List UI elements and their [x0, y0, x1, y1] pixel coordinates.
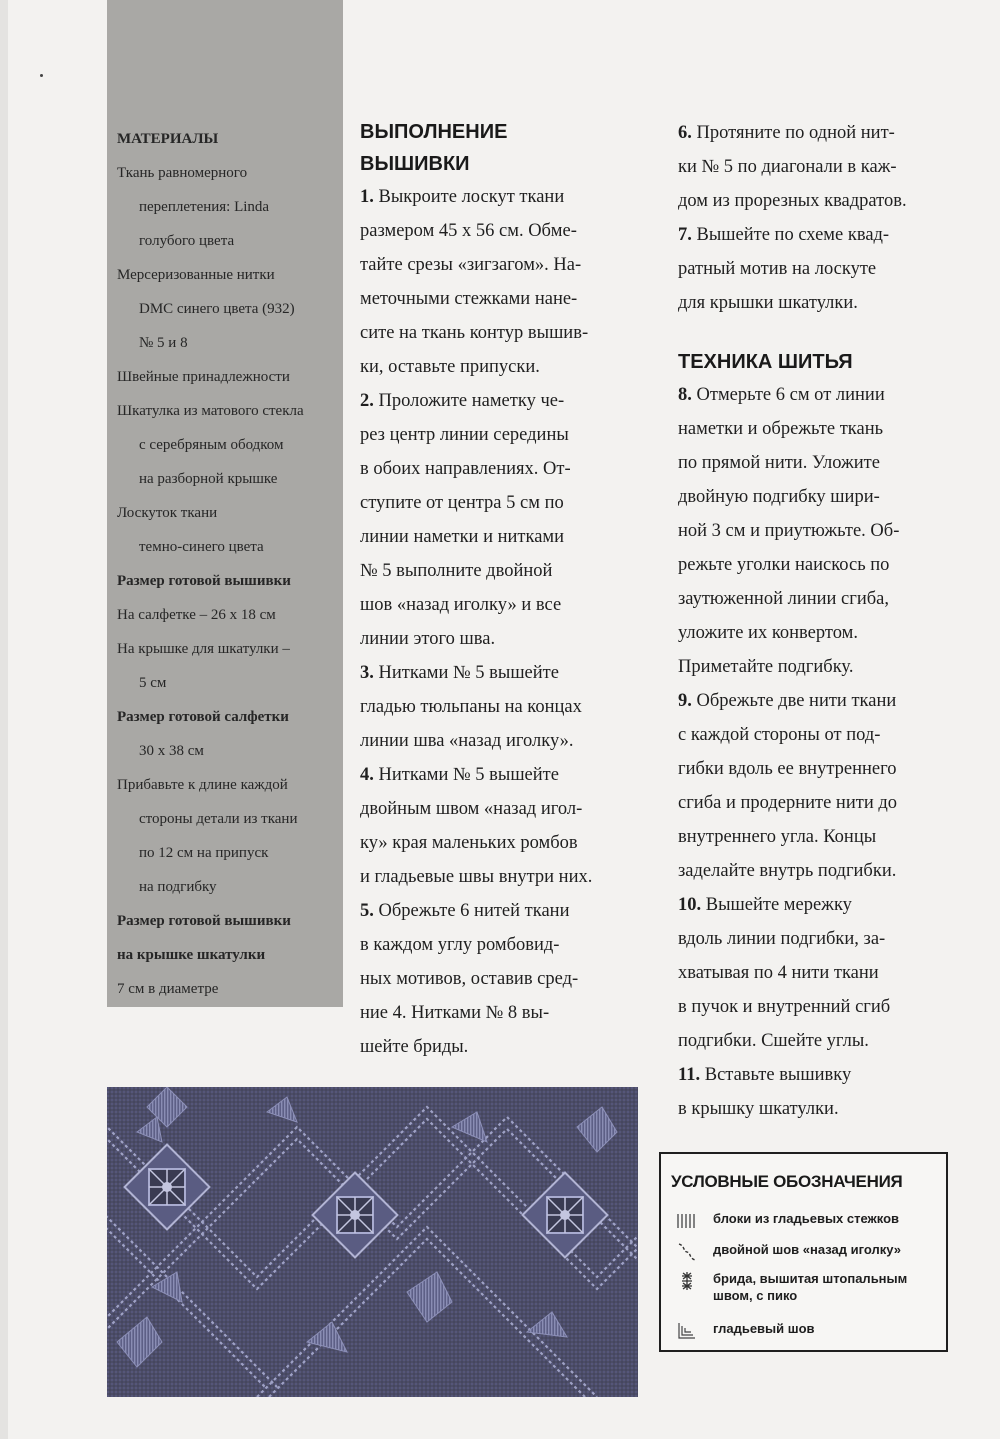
step-number: 11. — [678, 1065, 701, 1085]
step-line — [360, 996, 660, 1030]
sewing-technique-heading: ТЕХНИКА ШИТЬЯ — [678, 351, 853, 373]
step-text: гибки вдоль ее внутреннего — [678, 759, 897, 779]
step-text: ки, оставьте припуски. — [360, 357, 540, 377]
step-line-start — [678, 116, 978, 150]
step-text: сите на ткань контур вышив- — [360, 323, 589, 343]
materials-item: Прибавьте к длине каждой — [117, 777, 288, 793]
step-line — [678, 184, 978, 218]
step-text: ной 3 см и приутюжьте. Об- — [678, 521, 900, 541]
step-number: 10. — [678, 895, 702, 915]
step-line — [360, 214, 660, 248]
materials-item: 7 см в диаметре — [117, 981, 219, 997]
double-backstitch-icon — [675, 1241, 699, 1263]
step-line — [360, 316, 660, 350]
step-number: 6. — [678, 123, 692, 143]
step-text: Обрежьте две нити ткани — [691, 691, 897, 711]
step-text: Проложите наметку че- — [373, 391, 565, 411]
step-line-start — [678, 1058, 978, 1092]
sewing-steps-text — [678, 378, 978, 1126]
step-line — [678, 582, 978, 616]
materials-item: темно-синего цвета — [139, 539, 264, 555]
step-line-start — [360, 384, 660, 418]
step-text: и гладьевые швы внутри них. — [360, 867, 593, 887]
step-text: уложите их конвертом. — [678, 623, 858, 643]
materials-item: переплетения: Linda — [139, 199, 270, 215]
step-number: 3. — [360, 663, 374, 683]
embroidery-photo — [107, 1087, 638, 1397]
step-text: Нитками № 5 вышейте — [373, 663, 559, 683]
materials-heading: на крышке шкатулки — [117, 947, 266, 963]
step-line — [360, 860, 660, 894]
materials-item: голубого цвета — [139, 233, 235, 249]
step-line — [360, 588, 660, 622]
step-text: тайте срезы «зигзагом». На- — [360, 255, 582, 275]
section-heading-line2: ВЫШИВКИ — [360, 153, 470, 175]
step-text: по прямой нити. Уложите — [678, 453, 880, 473]
step-number: 2. — [360, 391, 374, 411]
step-text: меточными стежками нане- — [360, 289, 578, 309]
step-text: ки № 5 по диагонали в каж- — [678, 157, 897, 177]
materials-item: 5 см — [139, 675, 167, 691]
step-text: с каждой стороны от под- — [678, 725, 881, 745]
step-text: гладью тюльпаны на концах — [360, 697, 582, 717]
step-text: двойную подгибку шири- — [678, 487, 880, 507]
step-line — [360, 452, 660, 486]
step-text: Протяните по одной нит- — [691, 123, 895, 143]
step-line-start — [360, 656, 660, 690]
materials-item: Швейные принадлежности — [117, 369, 290, 385]
sewing-steps-column — [678, 116, 978, 1126]
step-number: 9. — [678, 691, 692, 711]
step-line — [360, 350, 660, 384]
step-line — [678, 1024, 978, 1058]
step-line-start — [678, 218, 978, 252]
step-text: шейте бриды. — [360, 1037, 469, 1057]
step-line — [678, 446, 978, 480]
step-line-start — [360, 894, 660, 928]
step-line — [360, 418, 660, 452]
step-line — [678, 650, 978, 684]
step-text: двойным швом «назад игол- — [360, 799, 583, 819]
step-text: линии этого шва. — [360, 629, 496, 649]
step-line — [678, 286, 978, 320]
step-line — [678, 786, 978, 820]
step-line — [678, 252, 978, 286]
woven-bar-picot-icon — [675, 1270, 699, 1292]
step-text: рез центр линии середины — [360, 425, 569, 445]
materials-item: стороны детали из ткани — [139, 811, 298, 827]
step-line — [360, 962, 660, 996]
embroidery-steps-column — [360, 116, 660, 1064]
satin-stitch-icon — [675, 1320, 699, 1342]
legend-item-text: гладьевый шов — [713, 1321, 815, 1336]
step-text: ратный мотив на лоскуте — [678, 259, 877, 279]
step-text: сгиба и продерните нити до — [678, 793, 898, 813]
step-text: Выкроите лоскут ткани — [373, 187, 565, 207]
step-text: внутреннего угла. Концы — [678, 827, 877, 847]
materials-item: № 5 и 8 — [139, 335, 188, 351]
embroidery-steps-text — [360, 180, 660, 1064]
step-text: ных мотивов, оставив сред- — [360, 969, 579, 989]
step-line — [678, 956, 978, 990]
step-text: линии шва «назад иголку». — [360, 731, 574, 751]
step-line — [360, 826, 660, 860]
page-edge — [0, 0, 8, 1439]
step-line-start — [678, 378, 978, 412]
step-text: Вышейте по схеме квад- — [691, 225, 890, 245]
step-line-start — [360, 758, 660, 792]
materials-item: Ткань равномерного — [117, 165, 248, 181]
materials-item: 30 х 38 см — [139, 743, 204, 759]
step-line — [360, 792, 660, 826]
step-text: Вставьте вышивку — [700, 1065, 852, 1085]
materials-item: Лоскуток ткани — [117, 505, 218, 521]
step-line — [678, 1092, 978, 1126]
step-line — [360, 622, 660, 656]
legend-box — [659, 1152, 948, 1352]
step-text: в каждом углу ромбовид- — [360, 935, 560, 955]
step-line — [360, 1030, 660, 1064]
materials-item: на разборной крышке — [139, 471, 278, 487]
materials-sidebar — [107, 0, 343, 1007]
step-line — [678, 854, 978, 888]
step-text: в крышку шкатулки. — [678, 1099, 839, 1119]
materials-heading: Размер готовой вышивки — [117, 913, 291, 929]
step-text: для крышки шкатулки. — [678, 293, 858, 313]
step-text: Отмерьте 6 см от линии — [691, 385, 885, 405]
step-number: 7. — [678, 225, 692, 245]
step-line — [360, 520, 660, 554]
step-text: Обрежьте 6 нитей ткани — [373, 901, 570, 921]
step-text: шов «назад иголку» и все — [360, 595, 562, 615]
materials-heading: Размер готовой вышивки — [117, 573, 291, 589]
step-line — [360, 690, 660, 724]
step-line-start — [360, 180, 660, 214]
step-text: режьте уголки наискось по — [678, 555, 890, 575]
step-line — [678, 616, 978, 650]
step-number: 1. — [360, 187, 374, 207]
step-text: Нитками № 5 вышейте — [373, 765, 559, 785]
step-line — [360, 928, 660, 962]
step-line — [678, 480, 978, 514]
step-line — [678, 718, 978, 752]
step-text: в обоих направлениях. От- — [360, 459, 571, 479]
legend-item-text: блоки из гладьевых стежков — [713, 1211, 900, 1226]
materials-heading: Размер готовой салфетки — [117, 709, 289, 725]
step-text: ку» края маленьких ромбов — [360, 833, 578, 853]
step-number: 8. — [678, 385, 692, 405]
legend-item-text: двойной шов «назад иголку» — [713, 1242, 902, 1257]
materials-item: Шкатулка из матового стекла — [117, 403, 304, 419]
step-line — [678, 752, 978, 786]
step-text: дом из прорезных квадратов. — [678, 191, 907, 211]
materials-item: Мерсеризованные нитки — [117, 267, 275, 283]
step-line — [678, 548, 978, 582]
step-line-start — [678, 684, 978, 718]
step-text: вдоль линии подгибки, за- — [678, 929, 886, 949]
step-line-start — [678, 888, 978, 922]
step-text: подгибки. Сшейте углы. — [678, 1031, 869, 1051]
materials-item: с серебряным ободком — [139, 437, 284, 453]
legend-title: УСЛОВНЫЕ ОБОЗНАЧЕНИЯ — [671, 1172, 903, 1191]
step-text: Приметайте подгибку. — [678, 657, 854, 677]
step-line — [360, 486, 660, 520]
section-heading-line1: ВЫПОЛНЕНИЕ — [360, 121, 508, 143]
step-text: ние 4. Нитками № 8 вы- — [360, 1003, 550, 1023]
materials-item: На салфетке – 26 х 18 см — [117, 607, 276, 623]
materials-item: DMC синего цвета (932) — [139, 301, 295, 317]
step-text: хватывая по 4 нити ткани — [678, 963, 879, 983]
step-line — [678, 150, 978, 184]
step-line — [678, 990, 978, 1024]
step-line — [360, 248, 660, 282]
step-line — [360, 724, 660, 758]
step-text: заутюженной линии сгиба, — [678, 589, 890, 609]
step-text: наметки и обрежьте ткань — [678, 419, 884, 439]
step-text: в пучок и внутренний сгиб — [678, 997, 891, 1017]
materials-list — [117, 122, 339, 1006]
step-number: 4. — [360, 765, 374, 785]
embroidery-illustration — [107, 1087, 638, 1397]
step-line — [678, 820, 978, 854]
step-number: 5. — [360, 901, 374, 921]
step-line — [360, 282, 660, 316]
materials-item: На крышке для шкатулки – — [117, 641, 290, 657]
materials-item: по 12 см на припуск — [139, 845, 269, 861]
step-line — [678, 412, 978, 446]
step-line — [678, 514, 978, 548]
embroidery-steps-continued — [678, 116, 978, 320]
step-text: № 5 выполните двойной — [360, 561, 553, 581]
materials-item: на подгибку — [139, 879, 217, 895]
step-text: ступите от центра 5 см по — [360, 493, 564, 513]
materials-heading: МАТЕРИАЛЫ — [117, 131, 219, 147]
step-line — [360, 554, 660, 588]
legend-item-text: брида, вышитая штопальным швом, с пико — [713, 1271, 908, 1303]
step-text: линии наметки и нитками — [360, 527, 565, 547]
print-speck — [40, 74, 43, 77]
step-text: размером 45 х 56 см. Обме- — [360, 221, 577, 241]
satin-blocks-icon — [675, 1210, 699, 1232]
step-text: Вышейте мережку — [701, 895, 852, 915]
step-line — [678, 922, 978, 956]
step-text: заделайте внутрь подгибки. — [678, 861, 897, 881]
